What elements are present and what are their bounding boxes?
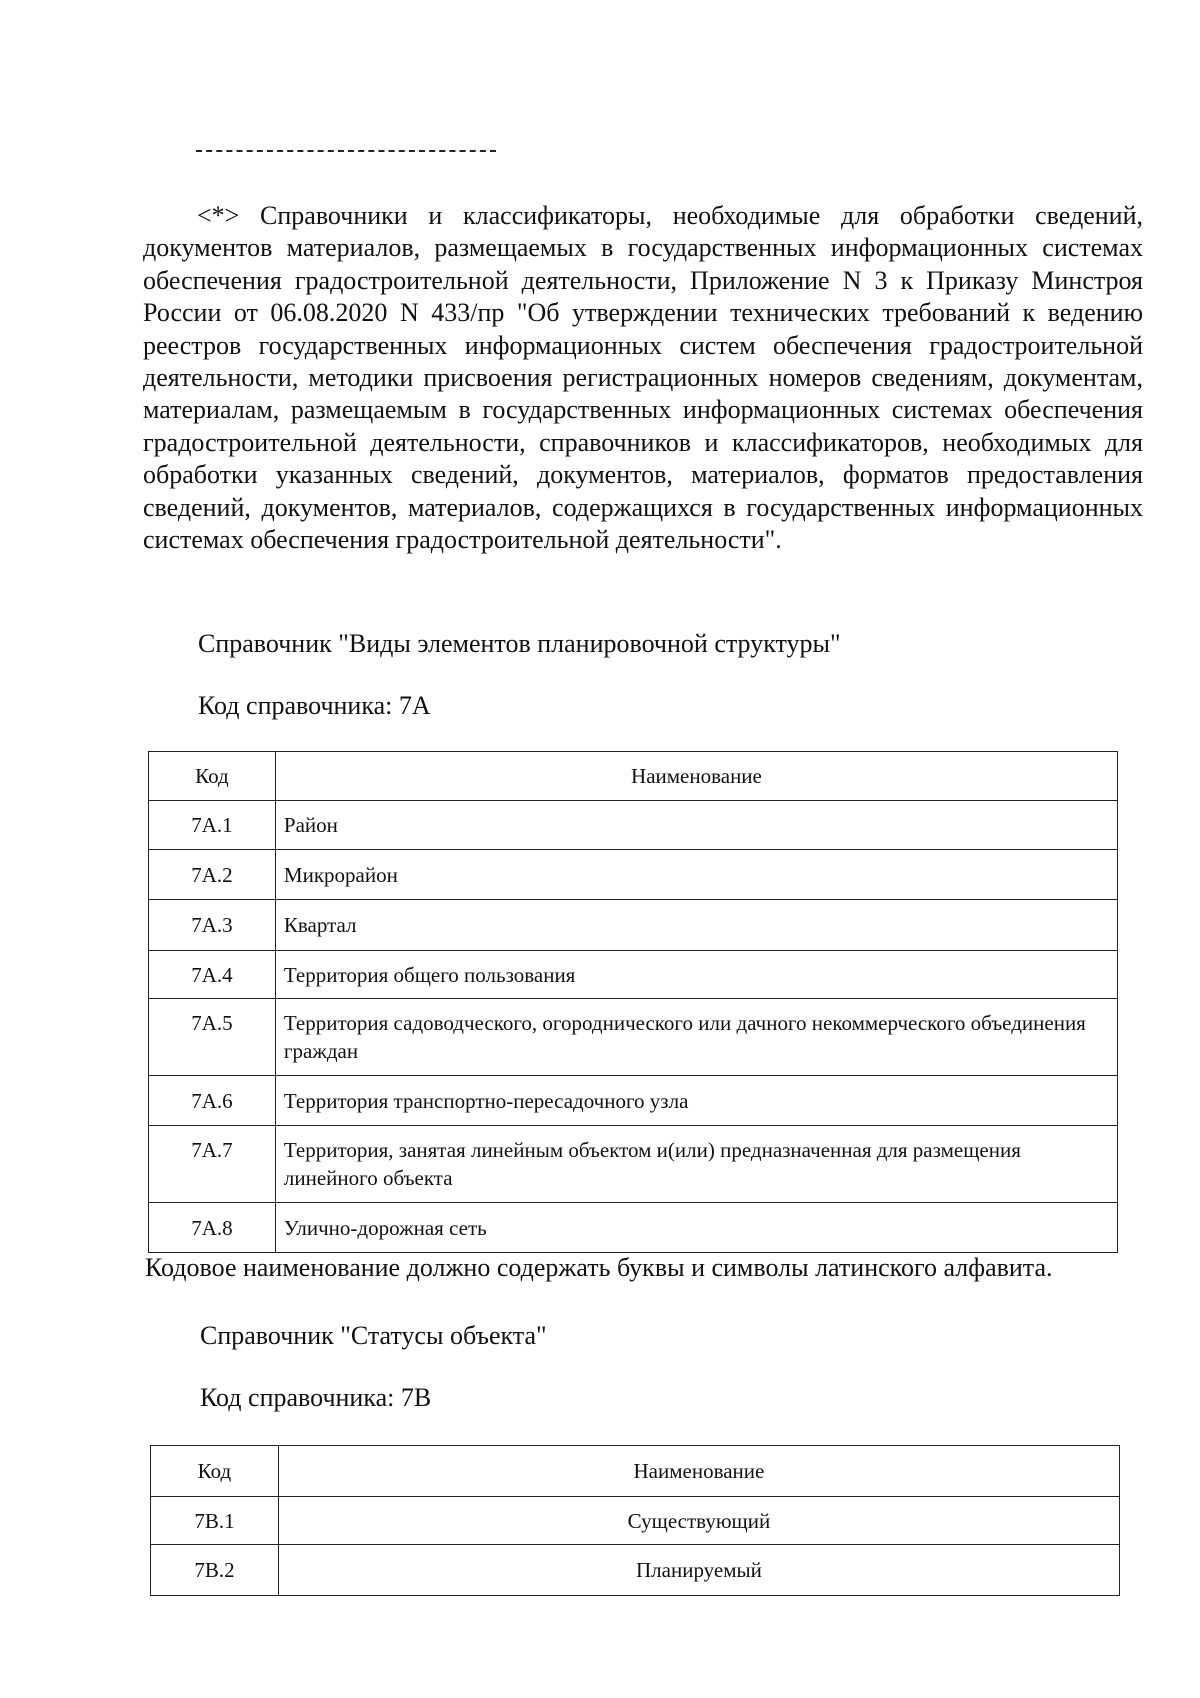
- row-code: 7В.2: [151, 1545, 279, 1596]
- directory-7a-title: Справочник "Виды элементов планировочной структуры": [198, 629, 841, 658]
- table-row: [149, 900, 1118, 951]
- directory-7a-code-label: Код справочника: 7А: [198, 691, 431, 720]
- row-code: 7А.3: [149, 900, 276, 951]
- header-code: Код: [151, 1446, 279, 1497]
- row-code: 7В.1: [151, 1497, 279, 1545]
- directory-7a-table: [148, 751, 1118, 1253]
- header-code: Код: [149, 752, 276, 801]
- row-name: Территория садоводческого, огороднического или дачного некоммерческого объединения граждан: [275, 999, 1117, 1076]
- directory-7b-code-label: Код справочника: 7В: [200, 1383, 432, 1412]
- row-name: Территория общего пользования: [275, 951, 1117, 999]
- table-row: [149, 850, 1118, 900]
- row-code: 7А.1: [149, 801, 276, 850]
- table-row: [151, 1545, 1120, 1596]
- table-row: [149, 999, 1118, 1076]
- latin-alphabet-note: Кодовое наименование должно содержать буквы и символы латинского алфавита.: [145, 1253, 1053, 1282]
- table-row: [149, 801, 1118, 850]
- footnote-separator: [196, 150, 496, 152]
- row-name: Микрорайон: [275, 850, 1117, 900]
- table-header-row: [151, 1446, 1120, 1497]
- row-name: Квартал: [275, 900, 1117, 951]
- table-row: [149, 1126, 1118, 1203]
- table-header-row: [149, 752, 1118, 801]
- row-code: 7А.6: [149, 1076, 276, 1126]
- row-name: Существующий: [278, 1497, 1119, 1545]
- row-code: 7А.4: [149, 951, 276, 999]
- row-name: Планируемый: [278, 1545, 1119, 1596]
- row-name: Территория транспортно-пересадочного узла: [275, 1076, 1117, 1126]
- row-code: 7А.7: [149, 1126, 276, 1203]
- table-row: [149, 1203, 1118, 1253]
- row-name: Территория, занятая линейным объектом и(или) предназначенная для размещения линейного объекта: [275, 1126, 1117, 1203]
- table-row: [149, 951, 1118, 999]
- footnote-text: <*> Справочники и классификаторы, необходимые для обработки сведений, документов материалов, размещаемых в государственных информационных системах обеспечения градостроительной деятельности, Приложение N 3 к Приказу Минстроя России от 06.08.2020 N 433/пр "Об утверждении технических требований к ведению реестров государственных информационных систем обеспечения градостроительной деятельности, методики присвоения регистрационных номеров сведениям, документам, материалам, размещаемым в государственных информационных системах обеспечения градостроительной деятельности, справочников и классификаторов, необходимых для обработки указанных сведений, документов, материалов, форматов предоставления сведений, документов, материалов, содержащихся в государственных информационных системах обеспечения градостроительной деятельности".: [143, 201, 1143, 555]
- directory-7b-table: [150, 1445, 1120, 1596]
- table-row: [149, 1076, 1118, 1126]
- row-name: Район: [275, 801, 1117, 850]
- header-name: Наименование: [275, 752, 1117, 801]
- row-code: 7А.5: [149, 999, 276, 1076]
- table-row: [151, 1497, 1120, 1545]
- directory-7b-title: Справочник "Статусы объекта": [200, 1321, 547, 1350]
- row-name: Улично-дорожная сеть: [275, 1203, 1117, 1253]
- row-code: 7А.8: [149, 1203, 276, 1253]
- row-code: 7А.2: [149, 850, 276, 900]
- header-name: Наименование: [278, 1446, 1119, 1497]
